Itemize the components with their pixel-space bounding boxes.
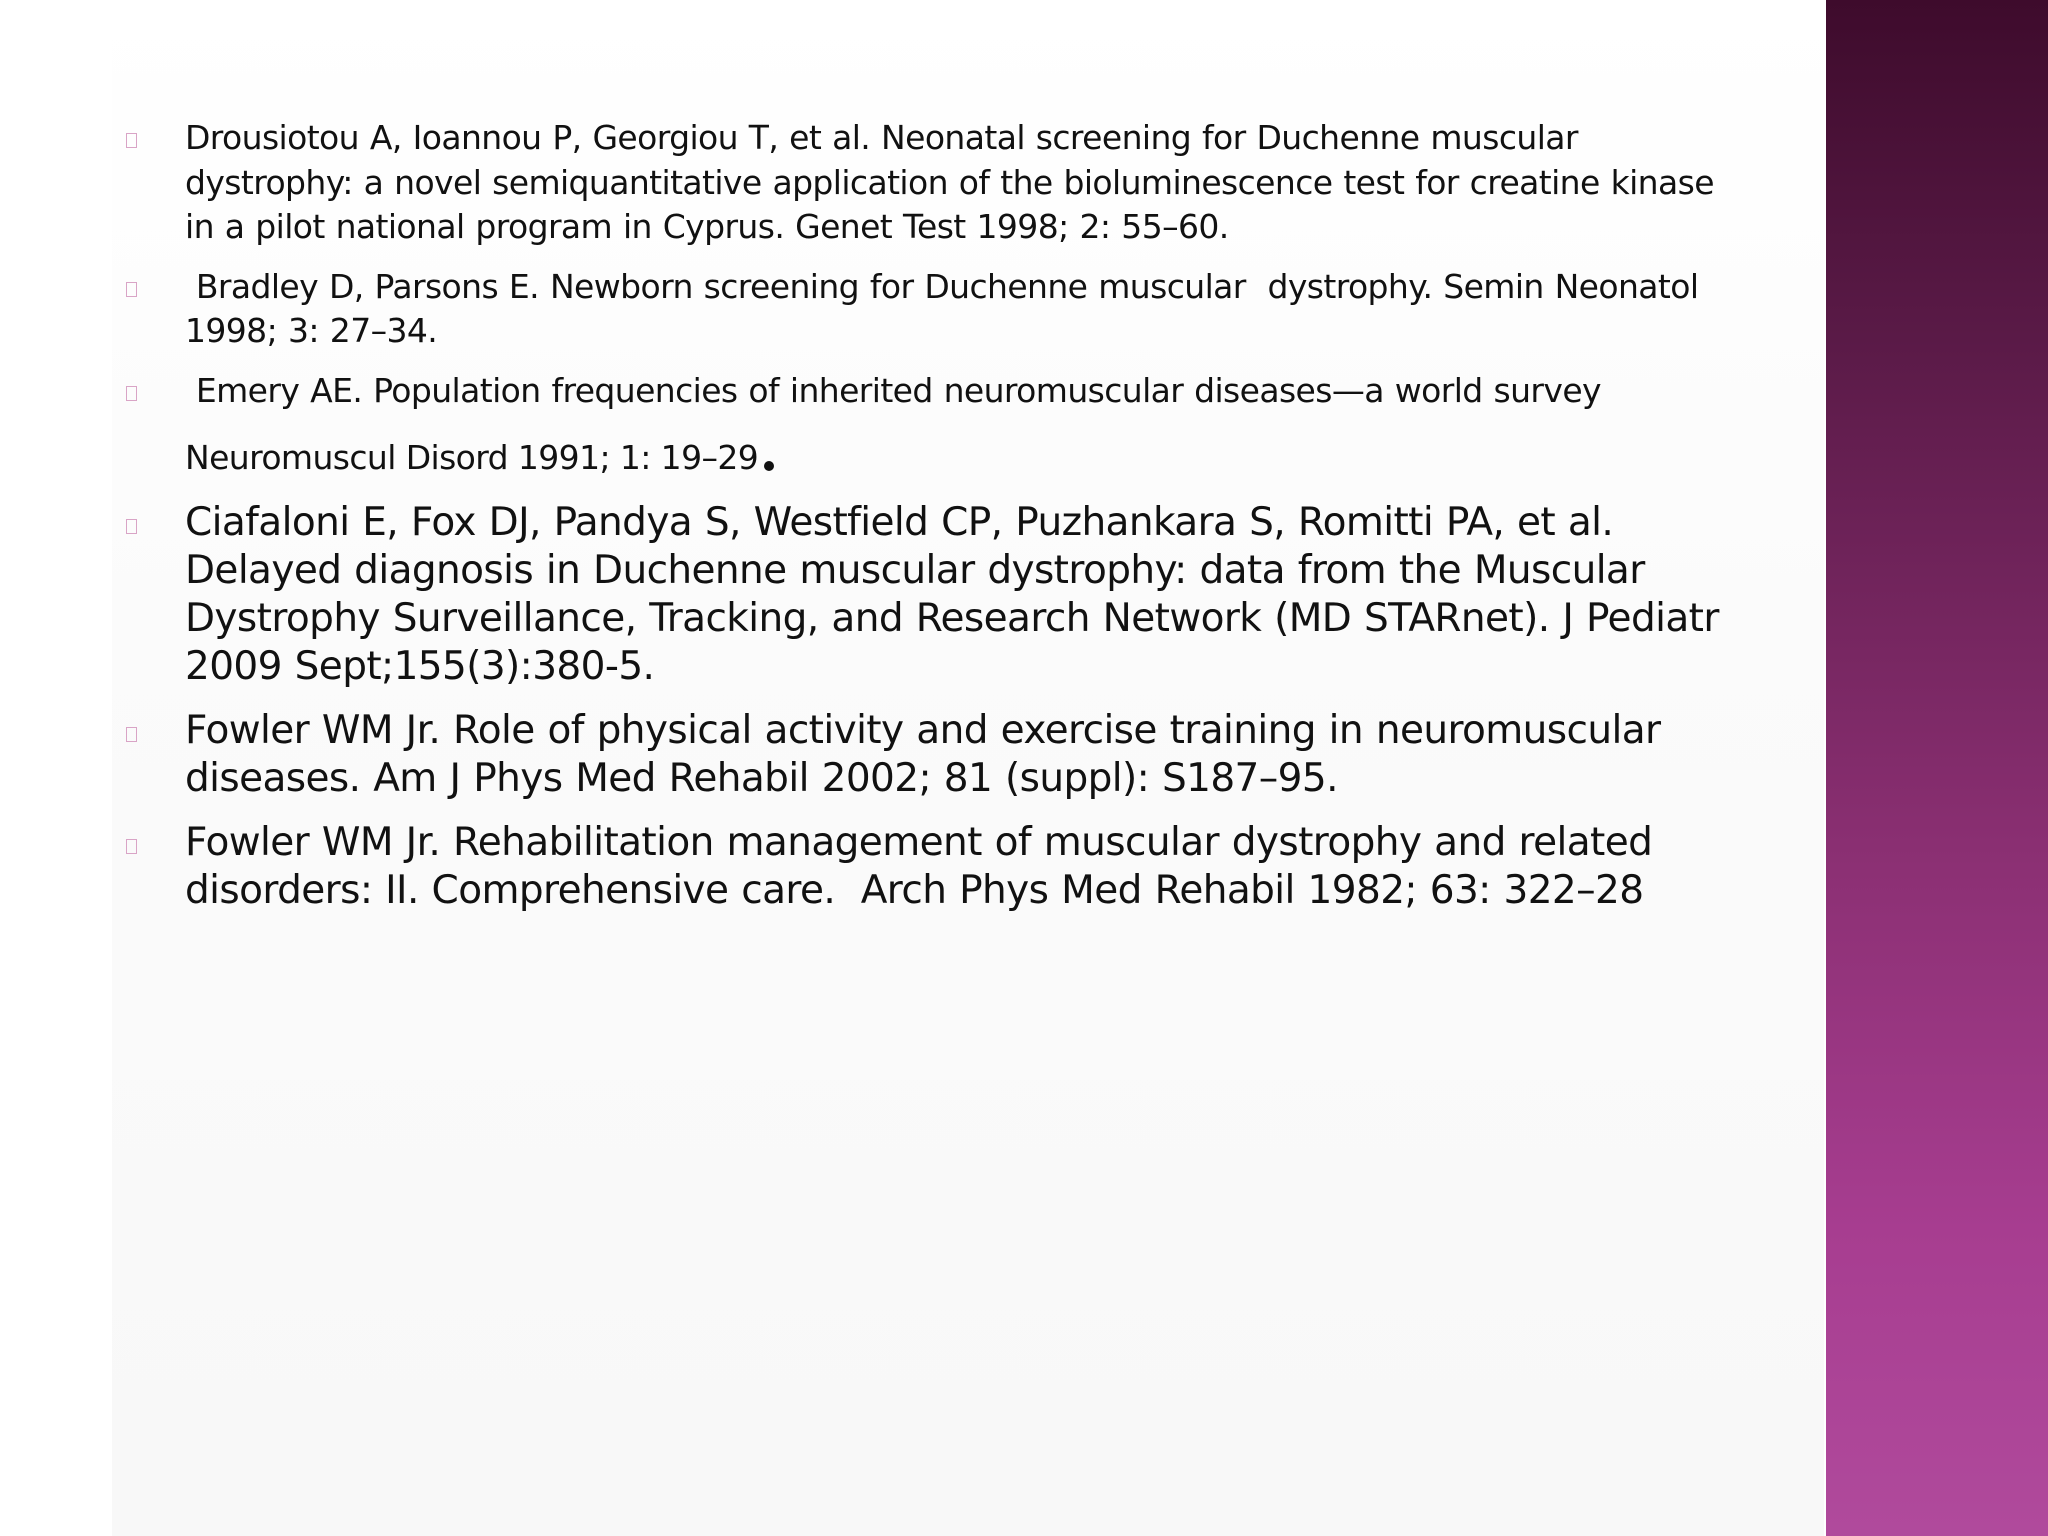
reference-text: Ciafaloni E, Fox DJ, Pandya S, Westfield CP, Puzhankara S, Romitti PA, et al. Delayed diagnosis in Duchenne muscular dystrophy: data from the Muscular Dystrophy Surveillance, Tracking, and Research Network (MD STARnet). J Pediatr 2009 Sept;155(3):380-5. [185,499,1719,689]
reference-item [124,499,1724,691]
reference-item [124,707,1724,803]
square-bullet-icon [126,282,137,297]
reference-text: Fowler WM Jr. Rehabilitation management of muscular dystrophy and related disorders: II. Comprehensive care. Arch Phys Med Rehabil 1982; 63: 322–28 [185,819,1666,913]
reference-text: Bradley D, Parsons E. Newborn screening for Duchenne muscular dystrophy. Semin Neonatol 1998; 3: 27–34. [185,266,1710,350]
reference-item [124,116,1724,250]
reference-text: Emery AE. Population frequencies of inherited neuromuscular diseases—a world survey [185,370,1601,410]
square-bullet-icon [126,133,137,148]
reference-text: Fowler WM Jr. Role of physical activity and exercise training in neuromuscular diseases. Am J Phys Med Rehabil 2002; 81 (suppl): S187–95. [185,707,1661,801]
reference-text: Drousiotou A, Ioannou P, Georgiou T, et al. Neonatal screening for Duchenne muscular dystrophy: a novel semiquantitative application of the bioluminescence test for creatine kinase in a pilot national program in Cyprus. Genet Test 1998; 2: 55–60. [185,118,1714,246]
reference-continuation-line [185,436,1724,481]
reference-list [124,116,1724,931]
square-bullet-icon [126,839,137,854]
reference-continuation-text: Neuromuscul Disord 1991; 1: 19–29 [185,438,759,477]
reference-item [124,265,1724,354]
square-bullet-icon [126,727,137,742]
reference-item [124,819,1724,915]
square-bullet-icon [126,386,137,401]
decorative-side-band [1826,0,2048,1536]
reference-item [124,369,1724,481]
dot-icon [764,461,774,471]
square-bullet-icon [126,519,137,534]
